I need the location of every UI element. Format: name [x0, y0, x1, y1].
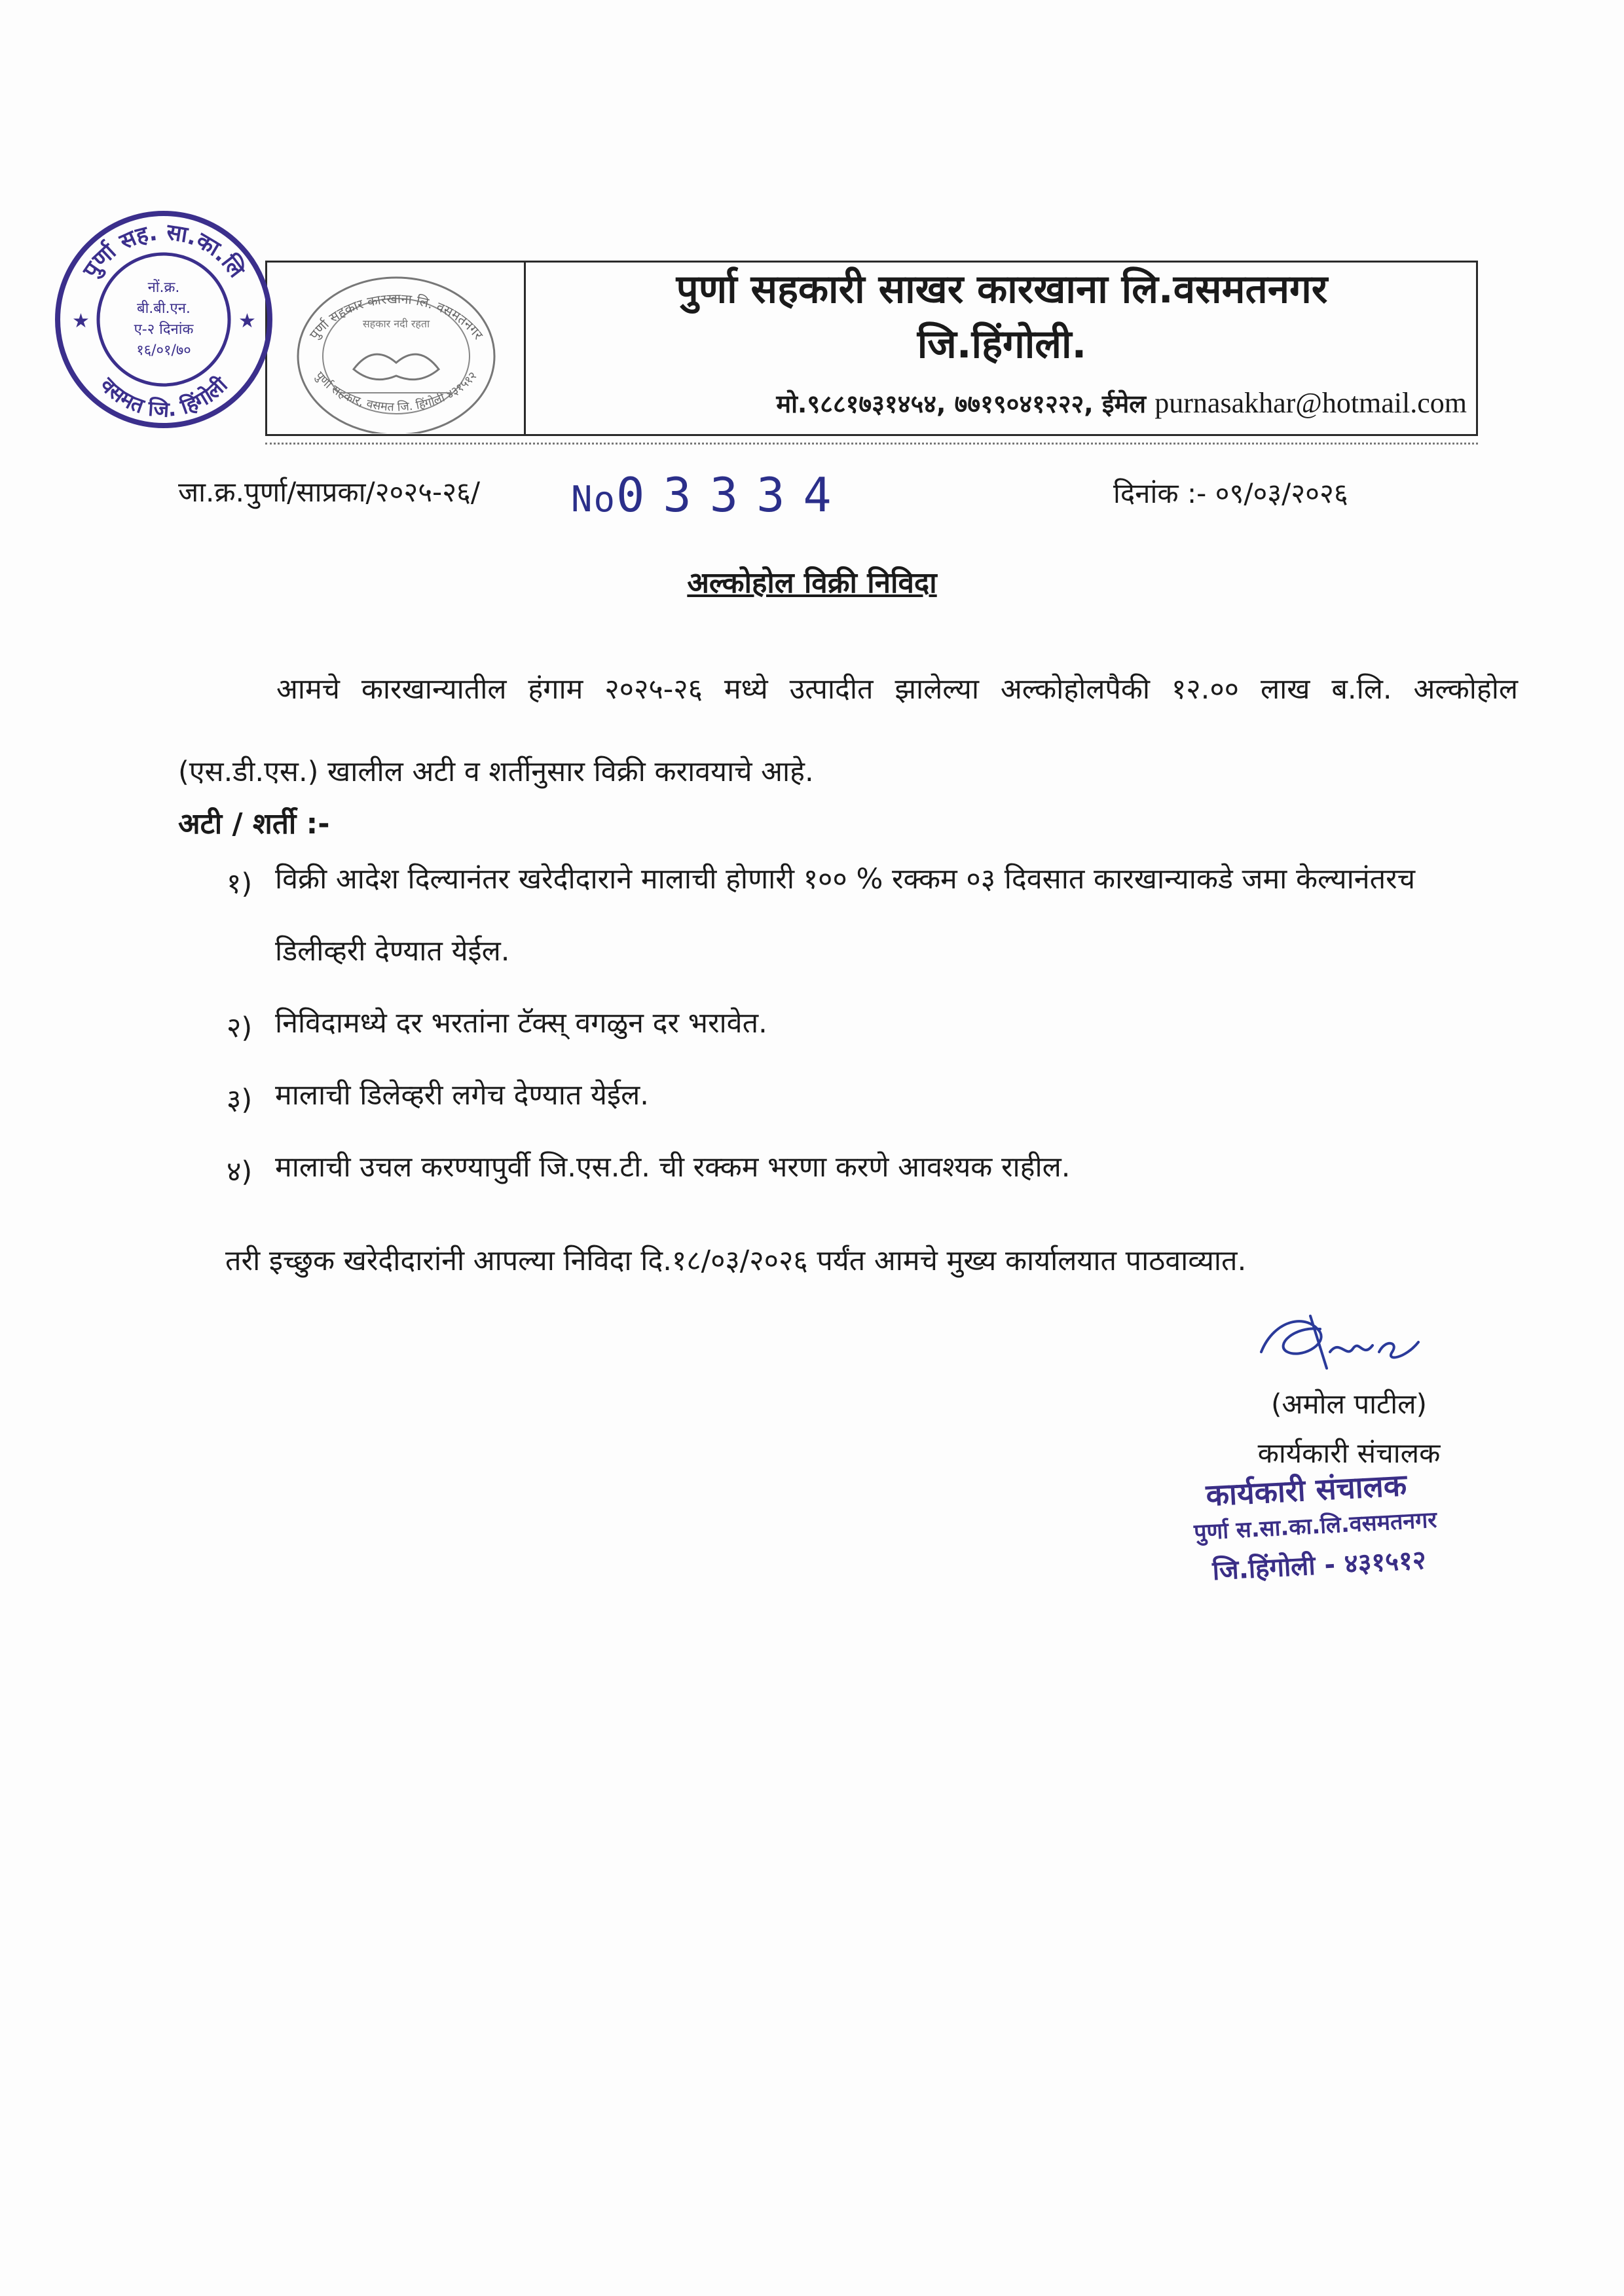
- stamp-org: पुर्णा स.सा.का.लि.वसमतनगर: [1193, 1506, 1438, 1546]
- reference-number: जा.क्र.पुर्णा/साप्रका/२०२५-२६/: [178, 476, 481, 508]
- condition-number: ३): [227, 1084, 253, 1116]
- closing-paragraph: तरी इच्छुक खरेदीदारांनी आपल्या निविदा दि.१८/०३/२०२६ पर्यंत आमचे मुख्य कार्यालयात पाठवाव्यात.: [225, 1245, 1247, 1277]
- svg-text:पुर्णा सह. सा.का.लि: [77, 219, 251, 283]
- contact-phones: मो.९८८१७३१४५४, ७७१९०४१२२२, ईमेल: [776, 390, 1155, 418]
- condition-text: मालाची डिलेव्हरी लगेच देण्यात येईल.: [275, 1079, 649, 1112]
- seal-line-2: बी.बी.एन.: [137, 301, 191, 317]
- stamp-pin: जि.हिंगोली - ४३१५१२: [1211, 1544, 1427, 1586]
- signatory-title: कार्यकारी संचालक: [1257, 1437, 1441, 1469]
- seal-line-4: १६/०१/७०: [136, 342, 191, 359]
- conditions-heading: अटी / शर्ती :-: [178, 807, 330, 841]
- org-name: पुर्णा सहकारी साखर कारखाना लि.वसमतनगर: [676, 266, 1328, 312]
- seal-star-left: ★: [72, 310, 90, 333]
- letterhead-divider: [524, 261, 526, 436]
- contact-line: [563, 386, 1467, 420]
- org-district: जि.हिंगोली.: [917, 321, 1087, 367]
- signatory-name: (अमोल पाटील): [1271, 1388, 1427, 1420]
- dotted-rule: [265, 443, 1478, 445]
- condition-text: विक्री आदेश दिल्यानंतर खरेदीदाराने मालाची होणारी १०० % रक्कम ०३ दिवसात कारखान्याकडे जमा केल्यानंतरच डिलीव्हरी देण्यात येईल.: [275, 863, 1416, 968]
- seal-line-1: नों.क्र.: [147, 280, 180, 296]
- date-line: [1113, 474, 1348, 511]
- date-label: दिनांक :-: [1113, 477, 1207, 509]
- handwritten-signature: [1248, 1306, 1438, 1378]
- emblem-arc-top: पुर्णा सहकार कारखाना लि. वसमतनगर: [306, 290, 487, 342]
- condition-number: २): [227, 1011, 253, 1044]
- emblem-inner-text: सहकार नदी रहता: [362, 318, 430, 330]
- seal-star-right: ★: [238, 310, 256, 333]
- intro-paragraph: आमचे कारखान्यातील हंगाम २०२५-२६ मध्ये उत्पादीत झालेल्या अल्कोहोलपैकी १२.०० लाख ब.लि. अल्कोहोल (एस.डी.एस.) खालील अटी व शर्तीनुसार विक्री करावयाचे आहे.: [178, 673, 1518, 788]
- seal-ring-bottom: वसमत जि. हिंगोली: [95, 372, 232, 422]
- serial-number: [571, 467, 850, 522]
- condition-text: निविदामध्ये दर भरतांना टॅक्स् वगळुन दर भरावेत.: [275, 1007, 767, 1040]
- serial-value: 03334: [616, 467, 850, 522]
- serial-prefix: No: [571, 479, 617, 520]
- seal-ring-top: पुर्णा सह. सा.का.लि: [77, 219, 249, 283]
- stamp-title: कार्यकारी संचालक: [1205, 1467, 1408, 1513]
- emblem-arc-bottom: पुर्णा सहकार, वसमत जि. हिंगोली ४३१५१२: [312, 369, 480, 414]
- society-seal: [52, 208, 275, 431]
- contact-email: purnasakhar@hotmail.com: [1154, 387, 1467, 419]
- factory-emblem: [268, 264, 521, 433]
- handshake-icon: [354, 354, 439, 379]
- condition-number: १): [227, 867, 253, 900]
- condition-text: मालाची उचल करण्यापुर्वी जि.एस.टी. ची रक्कम भरणा करणे आवश्यक राहील.: [275, 1151, 1071, 1184]
- subject-heading: अल्कोहोल विक्री निविदा: [687, 566, 937, 600]
- condition-number: ४): [227, 1156, 253, 1188]
- svg-text:पुर्णा सहकार कारखाना लि. वसमतन: [306, 291, 487, 343]
- seal-line-3: ए-२ दिनांक: [134, 321, 194, 338]
- date-value: ०९/०३/२०२६: [1215, 477, 1348, 509]
